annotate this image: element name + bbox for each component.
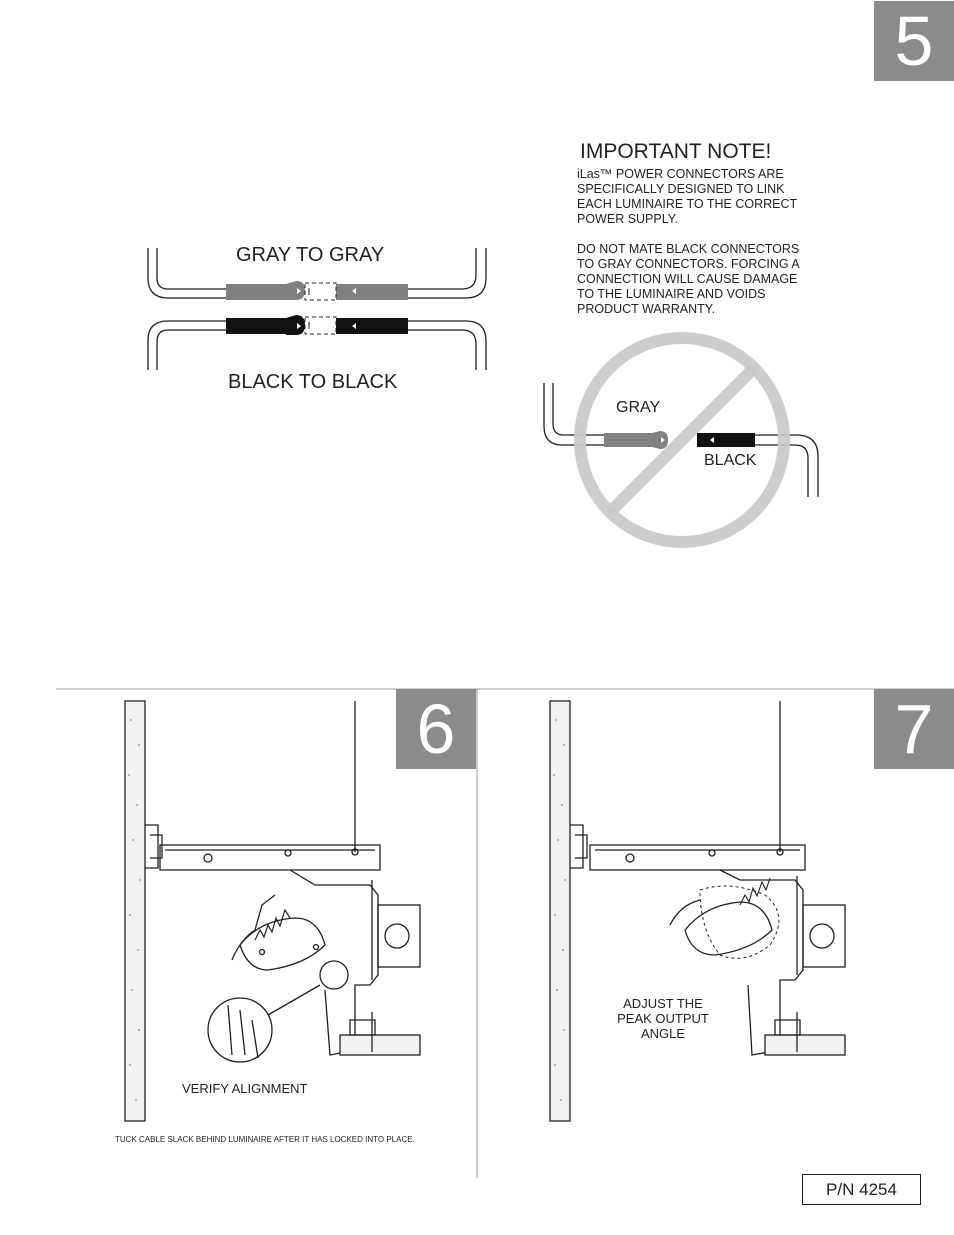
adjust-angle-line: ADJUST THE bbox=[623, 996, 703, 1011]
black-to-black-label: BLACK TO BLACK bbox=[228, 371, 398, 393]
note-line: PRODUCT WARRANTY. bbox=[577, 302, 715, 316]
wrong-black-label: BLACK bbox=[704, 452, 757, 469]
note-line: TO GRAY CONNECTORS. FORCING A bbox=[577, 257, 800, 271]
step-6-badge: 6 bbox=[396, 689, 476, 769]
tuck-cable-note: TUCK CABLE SLACK BEHIND LUMINAIRE AFTER IT HAS LOCKED INTO PLACE. bbox=[115, 1135, 415, 1144]
note-line: EACH LUMINAIRE TO THE CORRECT bbox=[577, 197, 798, 211]
step-7-badge: 7 bbox=[874, 689, 954, 769]
note-line: POWER SUPPLY. bbox=[577, 212, 678, 226]
gray-to-gray-label: GRAY TO GRAY bbox=[236, 244, 385, 266]
note-line: CONNECTION WILL CAUSE DAMAGE bbox=[577, 272, 798, 286]
adjust-angle-line: PEAK OUTPUT ANGLE bbox=[617, 1011, 709, 1041]
part-number-box: P/N 4254 bbox=[802, 1174, 921, 1205]
verify-alignment-label: VERIFY ALIGNMENT bbox=[182, 1081, 308, 1096]
adjust-angle-label bbox=[596, 996, 730, 1041]
note-line: DO NOT MATE BLACK CONNECTORS bbox=[577, 242, 800, 256]
note-line: iLas™ POWER CONNECTORS ARE bbox=[577, 167, 784, 181]
note-line: TO THE LUMINAIRE AND VOIDS bbox=[577, 287, 766, 301]
note-line: SPECIFICALLY DESIGNED TO LINK bbox=[577, 182, 785, 196]
step-5-badge: 5 bbox=[874, 1, 954, 81]
important-note-title: IMPORTANT NOTE! bbox=[580, 140, 772, 163]
wall bbox=[550, 701, 570, 1121]
wrong-gray-label: GRAY bbox=[616, 399, 661, 416]
